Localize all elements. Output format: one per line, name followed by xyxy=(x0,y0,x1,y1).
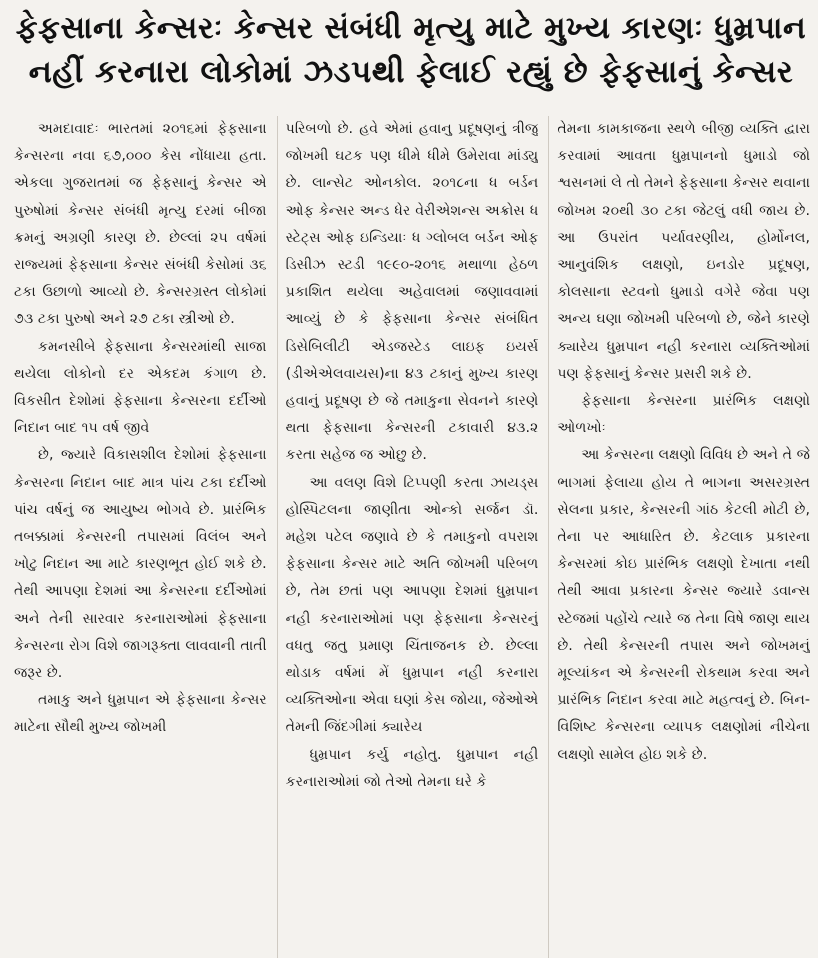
article-column-2 xyxy=(277,116,539,958)
paragraph: તમાકુ અને ધુમ્રપાન એ ફેફસાના કેન્સર માટેના સૌથી મુખ્ય જોખમી xyxy=(14,692,267,736)
article-column-3 xyxy=(548,116,810,958)
headline xyxy=(14,8,808,94)
paragraph: પરિબળો છે. હવે એમાં હવાનુ પ્રદૂષણનું ત્રીજુ જોખમી ઘટક પણ ધીમે ધીમે ઉમેરાવા માંડ્યુ છે. લાન્સેટ ઓનકોલ. ૨૦૧૮ના ધ બર્ડન ઓફ કેન્સર અન્ડ ધેર વેરીએશન્સ અક્રોસ ધ સ્ટેટ્સ ઓફ ઇન્ડિયાઃ ધ ગ્લોબલ બર્ડન ઓફ ડિસીઝ સ્ટડી ૧૯૯૦-૨૦૧૬ મથાળા હેઠળ પ્રકાશિત થયેલા અહેવાલમાં જણાવવામાં આવ્યું છે કે ફેફસાના કેન્સર સંબંધિત ડિસેબિલીટી એડજસ્ટેડ લાઇફ ઇયર્સ (ડીએએલવાયસ)ના ૪૩ ટકાનું મુખ્ય કારણ હવાનું પ્રદૂષણ છે જે તમાકુના સેવનને કારણે થતા ફેફસાના કેન્સરની ટકાવારી ૪૩.૨ કરતા સહેજ જ ઓછુ છે. xyxy=(285,121,539,464)
paragraph: છે, જ્યારે વિકાસશીલ દેશોમાં ફેફસાના કેન્સરના નિદાન બાદ માત્ર પાંચ ટકા દર્દીઓ પાંચ વર્ષનું જ આયુષ્ય ભોગવે છે. પ્રારંભિક તબક્કામાં કેન્સરની તપાસમાં વિલંબ અને ખોટુ નિદાન આ માટે કારણભૂત હોઈ શકે છે. તેથી આપણા દેશમાં આ કેન્સરના દર્દીઓમાં અને તેની સારવાર કરનારાઓમાં ફેફસાના કેન્સરના રોગ વિશે જાગરૂક્તા લાવવાની તાતી જરૂર છે. xyxy=(14,447,267,682)
paragraph: ધુમ્રપાન કર્યુ નહોતુ. ધુમ્રપાન નહી કરનારાઓમાં જો તેઓ તેમના ઘરે કે xyxy=(285,746,539,790)
subheading: ફેફસાના કેન્સરના પ્રારંભિક લક્ષણો ઓળખોઃ xyxy=(557,393,810,437)
headline-line-2: નહીં કરનારા લોકોમાં ઝડપથી ફેલાઈ રહ્યું છે ફેફસાનું કેન્સર xyxy=(28,54,794,90)
headline-line-1: ફેફસાના કેન્સરઃ કેન્સર સંબંધી મૃત્યુ માટે મુખ્ય કારણઃ ધુમ્રપાન xyxy=(15,11,807,46)
paragraph: કમનસીબે ફેફસાના કેન્સરમાંથી સાજા થયેલા લોકોનો દર એકદમ કંગાળ છે. વિકસીત દેશોમાં ફેફસાના કેન્સરના દર્દીઓ નિદાન બાદ ૧૫ વર્ષ જીવે xyxy=(14,338,267,437)
paragraph: અમદાવાદઃ ભારતમાં ૨૦૧૬માં ફેફસાના કેન્સરના નવા ૬૭,૦૦૦ કેસ નોંધાયા હતા. એકલા ગુજરાતમાં જ ફેફસાનું કેન્સર એ પુરુષોમાં કેન્સર સંબંધી મૃત્યુ દરમાં બીજા ક્રમનું અગ્રણી કારણ છે. છેલ્લાં ૨૫ વર્ષમાં રાજ્યમાં ફેફસાના કેન્સર સંબંધી કેસોમાં ૩૬ ટકા ઉછાળો આવ્યો છે. કેન્સરગ્રસ્ત લોકોમાં ૭૩ ટકા પુરુષો અને ૨૭ ટકા સ્ત્રીઓ છે. xyxy=(14,121,267,328)
paragraph: આ કેન્સરના લક્ષણો વિવિધ છે અને તે જે ભાગમાં ફેલાયા હોય તે ભાગના અસરગ્રસ્ત સેલના પ્રકાર, કેન્સરની ગાંઠ કેટલી મોટી છે, તેના પર આધારિત છે. કેટલાક પ્રકારના કેન્સરમાં કોઇ પ્રારંભિક લક્ષણો દેખાતા નથી તેથી આવા પ્રકારના કેન્સર જ્યારે ડવાન્સ સ્ટેજમાં પહોંચે ત્યારે જ તેના વિષે જાણ થાય છે. તેથી કેન્સરની તપાસ અને જોખમનું મૂલ્યાંકન એ કેન્સરની રોકથામ કરવા અને પ્રારંભિક નિદાન કરવા માટે મહત્વનું છે. બિન-વિશિષ્ટ કેન્સરના વ્યાપક લક્ષણોમાં નીચેના લક્ષણો સામેલ હોઇ શકે છે. xyxy=(557,447,810,763)
paragraph: આ વલણ વિશે ટિપ્પણી કરતા ઝાયડ્સ હોસ્પિટલના જાણીતા ઓન્કો સર્જન ડૉ. મહેશ પટેલ જણાવે છે કે તમાકુનો વપરાશ ફેફસાના કેન્સર માટે અતિ જોખમી પરિબળ છે, તેમ છતાં પણ આપણા દેશમાં ધુમ્રપાન નહી કરનારાઓમાં પણ ફેફસાના કેન્સરનું વધતુ જતુ પ્રમાણ ચિંતાજનક છે. છેલ્લા થોડાક વર્ષમાં મેં ધુમ્રપાન નહી કરનારા વ્યક્તિઓના એવા ઘણાં કેસ જોયા, જેઓએ તેમની જિંદગીમાં ક્યારેય xyxy=(285,474,539,736)
paragraph: તેમના કામકાજના સ્થળે બીજી વ્યક્તિ દ્વારા કરવામાં આવતા ધુમ્રપાનનો ધુમાડો જો શ્વસનમાં લે તો તેમને ફેફસાના કેન્સર થવાના જોખમ ૨૦થી ૩૦ ટકા જેટલું વધી જાય છે. આ ઉપરાંત પર્યાવરણીય, હોર્મોનલ, આનુવંશિક લક્ષણો, ઇનડોર પ્રદૂષણ, કોલસાના સ્ટવનો ધુમાડો વગેરે જેવા પણ અન્ય ઘણા જોખમી પરિબળો છે, જેને કારણે ક્યારેય ધુમ્રપાન નહી કરનારા વ્યક્તિઓમાં પણ ફેફસાનું કેન્સર પ્રસરી શકે છે. xyxy=(557,121,810,382)
article-column-1 xyxy=(14,116,267,958)
article-columns xyxy=(14,116,810,958)
